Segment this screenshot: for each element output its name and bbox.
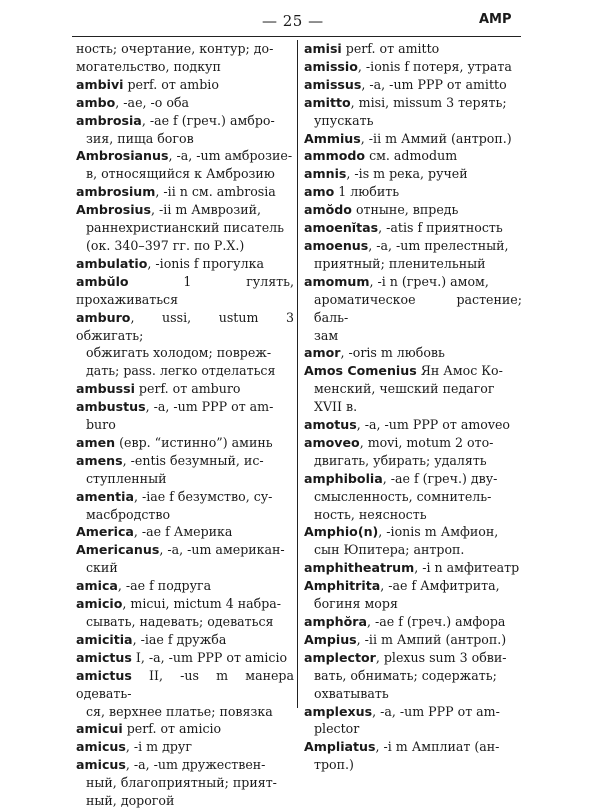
entry-definition: , misi, missum 3 терять;: [350, 94, 507, 110]
entry-headword: amphitheatrum: [304, 560, 415, 576]
entry-definition: , -ae f (греч.) амбро-: [141, 112, 275, 128]
entry-definition: , -a, -um PPP от amoveo: [356, 417, 511, 433]
entry-definition: , -ae f Америка: [133, 524, 233, 540]
dictionary-entry: [304, 58, 522, 76]
entry-headword: Amphio(n): [304, 524, 379, 540]
dictionary-entry: [304, 40, 522, 58]
entry-continuation: XVII в.: [314, 399, 358, 415]
entry-headword: amomum: [304, 273, 370, 289]
entry-definition: , -ionis m Амфион,: [378, 524, 499, 540]
entry-headword: amplexus: [304, 703, 373, 719]
entry-headword: Ammius: [304, 130, 361, 146]
entry-definition: , plexus sum 3 обви-: [375, 649, 507, 665]
entry-headword: amens: [76, 452, 123, 468]
entry-headword: amictus: [76, 649, 132, 665]
entry-headword: amoveo: [304, 434, 360, 450]
entry-headword: Americanus: [76, 542, 160, 558]
entry-continuation: обжигать холодом; повреж-: [86, 345, 272, 361]
column-divider: [297, 40, 298, 708]
entry-continuation: масбродство: [86, 506, 171, 522]
entry-headword: amphŏra: [304, 614, 367, 629]
dictionary-entry: [304, 94, 522, 130]
dictionary-entry: [304, 470, 522, 524]
entry-definition: perf. от amicio: [122, 721, 222, 737]
dictionary-entry: [304, 201, 522, 219]
entry-definition: Ян Амос Ко-: [416, 363, 503, 379]
dictionary-entry: [304, 76, 522, 94]
entry-headword: amoenĭtas: [304, 220, 379, 236]
entry-definition: II, -us m манера одевать-: [76, 667, 294, 701]
dictionary-entry: [304, 219, 522, 237]
entry-headword: ambrosium: [76, 184, 156, 200]
entry-continuation: зия, пища богов: [86, 130, 194, 146]
entry-continuation: в, относящийся к Амброзию: [86, 166, 275, 182]
dictionary-entry: [304, 703, 522, 739]
entry-continuation: ный, дорогой: [86, 793, 175, 809]
entry-definition: , -a, -um амброзие-: [168, 148, 293, 164]
entry-headword: amotus: [304, 417, 357, 433]
entry-continuation: сывать, надевать; одеваться: [86, 614, 274, 629]
dictionary-entry: [304, 631, 522, 649]
dictionary-entry: [76, 756, 294, 810]
entry-continuation: зам: [314, 327, 339, 343]
entry-headword: amoenus: [304, 237, 369, 253]
entry-definition: perf. от amburo: [134, 381, 241, 397]
entry-definition: , -i m друг: [125, 739, 192, 755]
entry-definition: см. admodum: [365, 148, 458, 164]
entry-continuation: ступленный: [86, 470, 167, 486]
entry-headword: amicui: [76, 721, 123, 737]
entry-headword: Amos Comenius: [304, 363, 417, 379]
entry-definition: отныне, впредь: [351, 202, 459, 218]
page-header: [0, 0, 600, 40]
dictionary-entry: [304, 237, 522, 273]
entry-continuation: plector: [314, 721, 360, 737]
entry-definition: 1 любить: [334, 184, 400, 200]
entry-definition: , -is m река, ручей: [346, 166, 468, 182]
dictionary-entry: [76, 76, 294, 94]
entry-definition: perf. от ambio: [123, 76, 219, 92]
entry-headword: ambulatio: [76, 255, 148, 271]
entry-continuation: богиня моря: [314, 596, 398, 612]
dictionary-entry: [76, 201, 294, 255]
entry-headword: ambussi: [76, 381, 135, 397]
entry-continuation: раннехристианский писатель: [86, 220, 285, 236]
dictionary-entry: [304, 183, 522, 201]
entry-headword: amictus: [76, 667, 132, 683]
entry-continuation: вать, обнимать; содержать;: [314, 667, 497, 683]
entry-headword: amicitia: [76, 631, 133, 647]
entry-continuation: двигать, убирать; удалять: [314, 452, 487, 468]
dictionary-entry: [76, 112, 294, 148]
entry-headword: amplector: [304, 649, 376, 665]
entry-definition: (евр. “истинно”) аминь: [115, 434, 273, 450]
dictionary-entry: [76, 577, 294, 595]
entry-definition: , -i m Амплиат (ан-: [375, 739, 500, 755]
header-rule: [72, 36, 521, 37]
entry-definition: , -ae f подруга: [117, 578, 212, 594]
entry-definition: , -iae f безумство, су-: [133, 488, 273, 504]
entry-definition: , -ae f (греч.) амфора: [366, 614, 506, 629]
dictionary-entry: [76, 255, 294, 273]
entry-continuation: buro: [86, 417, 116, 433]
entry-headword: Ampliatus: [304, 739, 376, 755]
entry-headword: Ambrosius: [76, 202, 152, 218]
entry-continuation: ский: [86, 560, 118, 576]
entry-headword: amŏdo: [304, 202, 352, 218]
entry-headword: amicus: [76, 757, 126, 773]
entry-headword: amicio: [76, 596, 123, 612]
dictionary-entry: [304, 613, 522, 631]
entry-headword: ambŭlo: [76, 273, 129, 289]
left-column: [76, 40, 294, 810]
dictionary-entry: [76, 541, 294, 577]
entry-definition: , -entis безумный, ис-: [122, 452, 264, 468]
dictionary-entry: [304, 362, 522, 416]
entry-definition: , -ionis f прогулка: [147, 255, 264, 271]
entry-headword: amissus: [304, 76, 362, 92]
entry-definition: , -a, -um дружествен-: [125, 757, 266, 773]
entry-continuation: ся, верхнее платье; повязка: [86, 703, 273, 719]
dictionary-entry: [76, 434, 294, 452]
dictionary-entry: [304, 416, 522, 434]
entry-definition: , micui, mictum 4 набра-: [122, 596, 282, 612]
dictionary-entry: [304, 130, 522, 148]
entry-continuation: ность; очертание, контур; до-: [76, 41, 274, 56]
guide-word: AMP: [479, 12, 512, 27]
entry-definition: , -a, -um прелестный,: [368, 237, 509, 253]
dictionary-entry: [76, 523, 294, 541]
entry-continuation: ность, неясность: [314, 506, 427, 522]
entry-continuation: приятный; пленительный: [314, 255, 486, 271]
entry-definition: , -a, -um PPP от am-: [145, 399, 274, 415]
entry-headword: Ampius: [304, 631, 357, 647]
dictionary-entry: [76, 720, 294, 738]
entry-continuation: сын Юпитера; антроп.: [314, 542, 465, 558]
dictionary-entry: [76, 380, 294, 398]
entry-headword: amburo: [76, 309, 131, 325]
entry-definition: , -ae, -o оба: [115, 94, 190, 110]
dictionary-entry: [76, 667, 294, 721]
entry-continuation: смысленность, сомнитель-: [314, 488, 492, 504]
entry-continuation: дать; pass. легко отделаться: [86, 363, 276, 379]
dictionary-entry: [76, 631, 294, 649]
entry-headword: ambo: [76, 94, 116, 110]
entry-continuation: троп.): [314, 757, 354, 773]
entry-headword: amica: [76, 578, 118, 594]
dictionary-entry: [304, 738, 522, 774]
entry-headword: amo: [304, 184, 335, 200]
entry-continuation: менский, чешский педагог: [314, 381, 495, 397]
dictionary-entry: [76, 147, 294, 183]
dictionary-entry: [76, 595, 294, 631]
dictionary-entry: [76, 94, 294, 112]
entry-definition: , -i n (греч.) амом,: [369, 273, 489, 289]
dictionary-entry: [76, 452, 294, 488]
dictionary-entry: [76, 398, 294, 434]
entry-definition: , movi, motum 2 ото-: [359, 434, 494, 450]
dictionary-entry: [304, 577, 522, 613]
dictionary-entry: [304, 273, 522, 345]
dictionary-entry: [304, 523, 522, 559]
entry-continuation: (ок. 340–397 гг. по Р.Х.): [86, 237, 245, 253]
entry-headword: Amphitrita: [304, 578, 381, 594]
dictionary-entry: [304, 559, 522, 577]
page-number: — 25 —: [262, 12, 324, 30]
entry-headword: amicus: [76, 739, 126, 755]
dictionary-entry: [304, 649, 522, 703]
entry-definition: I, -a, -um PPP от amicio: [131, 649, 288, 665]
dictionary-entry: [304, 147, 522, 165]
dictionary-entry: [76, 738, 294, 756]
entry-headword: ammodo: [304, 148, 366, 164]
entry-headword: amnis: [304, 166, 347, 182]
dictionary-entry: [76, 183, 294, 201]
entry-continuation: ный, благоприятный; прият-: [86, 775, 277, 791]
entry-headword: ambivi: [76, 76, 124, 92]
entry-definition: , -i n амфитеатр: [414, 560, 520, 576]
dictionary-entry: [76, 273, 294, 309]
entry-definition: , -a, -um американ-: [159, 542, 285, 558]
entry-definition: , -ii n см. ambrosia: [155, 184, 276, 200]
dictionary-entry: [76, 488, 294, 524]
entry-definition: , -ii m Ампий (антроп.): [356, 631, 507, 647]
entry-headword: amisi: [304, 41, 342, 56]
entry-definition: , ussi, ustum 3 обжигать;: [76, 309, 294, 343]
entry-definition: , -atis f приятность: [378, 220, 503, 236]
entry-definition: , -ae f Амфитрита,: [380, 578, 500, 594]
entry-headword: amphibolia: [304, 470, 383, 486]
dictionary-entry: [76, 649, 294, 667]
entry-definition: 1 гулять, прохаживаться: [76, 273, 294, 307]
dictionary-entry: [76, 40, 294, 76]
entry-continuation: охватывать: [314, 685, 389, 701]
entry-definition: perf. от amitto: [341, 41, 440, 56]
entry-headword: Ambrosianus: [76, 148, 169, 164]
right-column: [304, 40, 522, 774]
entry-headword: amen: [76, 434, 116, 450]
entry-definition: , -a, -um PPP от am-: [372, 703, 500, 719]
entry-continuation: могательство, подкуп: [76, 58, 221, 74]
entry-definition: , -ae f (греч.) дву-: [382, 470, 498, 486]
entry-definition: , -a, -um PPP от amitto: [361, 76, 507, 92]
entry-headword: ambustus: [76, 399, 146, 415]
entry-definition: , -ionis f потеря, утрата: [357, 58, 512, 74]
entry-headword: amitto: [304, 94, 351, 110]
dictionary-entry: [304, 165, 522, 183]
entry-headword: amentia: [76, 488, 134, 504]
entry-continuation: упускать: [314, 112, 374, 128]
dictionary-entry: [304, 434, 522, 470]
entry-headword: amor: [304, 345, 341, 361]
entry-headword: ambrosia: [76, 112, 142, 128]
entry-headword: amissio: [304, 58, 358, 74]
entry-definition: , -ii m Аммий (антроп.): [360, 130, 512, 146]
entry-continuation: ароматическое растение; баль-: [314, 291, 522, 325]
entry-definition: , -oris m любовь: [340, 345, 445, 361]
entry-definition: , -iae f дружба: [132, 631, 227, 647]
entry-definition: , -ii m Амврозий,: [151, 202, 262, 218]
entry-headword: America: [76, 524, 134, 540]
dictionary-entry: [76, 309, 294, 381]
dictionary-entry: [304, 344, 522, 362]
